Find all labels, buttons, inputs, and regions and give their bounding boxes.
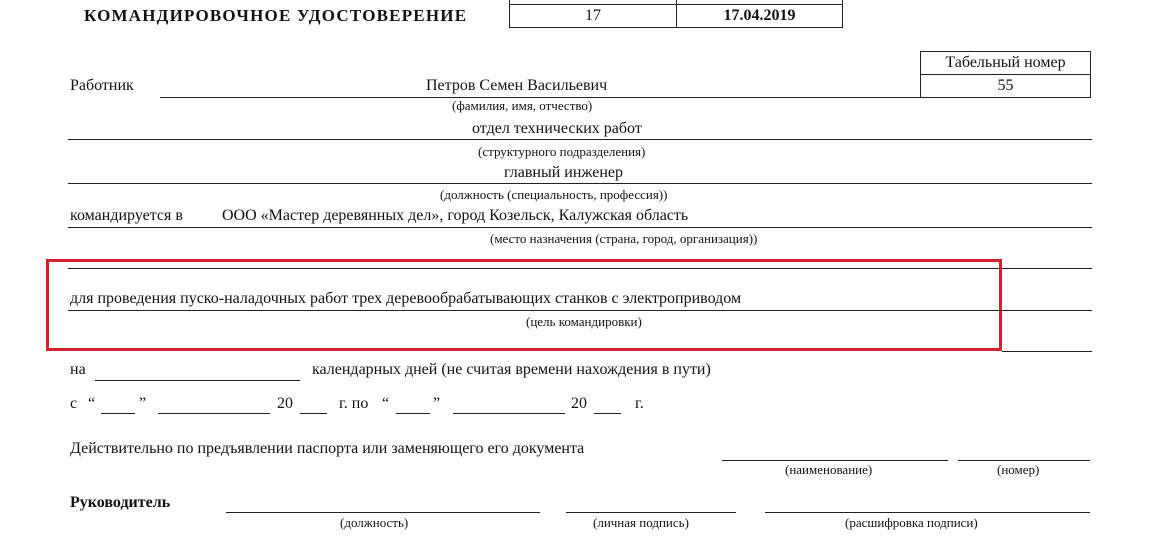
head-decoding-field[interactable] [765,512,1090,513]
head-position-caption: (должность) [340,515,409,530]
tab-number-label: Табельный номер [945,54,1066,71]
purpose-caption: (цель командировки) [526,314,642,329]
period-close-quote-1: ” [139,395,147,412]
period-year-prefix-1: 20 [277,395,293,412]
doc-date: 17.04.2019 [723,7,796,24]
department-value: отдел технических работ [472,120,642,137]
valid-text: Действительно по предъявлении паспорта или заменяющего его документа [70,440,585,457]
period-year-from-field[interactable] [300,413,327,414]
duration-days-field[interactable] [95,380,300,381]
destination-line [68,227,1092,228]
period-year-to-field[interactable] [594,413,621,414]
document-name-caption: (наименование) [785,462,873,477]
period-to: г. по [339,395,369,412]
document-title: КОМАНДИРОВОЧНОЕ УДОСТОВЕРЕНИЕ [84,6,468,25]
period-day-to-field[interactable] [396,413,430,414]
purpose-line [68,310,1092,311]
period-from: с [70,395,78,412]
period-end: г. [635,395,644,412]
position-value: главный инженер [504,164,623,181]
doc-date-cell [676,4,843,28]
position-caption: (должность (специальность, профессия)) [440,187,668,202]
doc-number: 17 [585,7,601,24]
tab-number-label-cell [920,51,1091,75]
duration-prefix: на [70,361,86,378]
destination-value: ООО «Мастер деревянных дел», город Козельск, Калужская область [222,207,689,224]
position-line [68,183,1092,184]
duration-suffix: календарных дней (не считая времени нахождения в пути) [312,361,711,378]
destination-label: командируется в [70,207,183,224]
employee-name: Петров Семен Васильевич [426,77,608,94]
tab-number-value-cell [920,74,1091,98]
department-caption: (структурного подразделения) [478,144,646,159]
period-open-quote-2: “ [382,395,390,412]
purpose-extra-line [1002,351,1092,352]
period-month-from-field[interactable] [158,413,270,414]
document-number-field[interactable] [958,460,1090,461]
head-signature-caption: (личная подпись) [593,515,689,530]
document-number-caption: (номер) [997,462,1040,477]
head-position-field[interactable] [226,512,540,513]
head-decoding-caption: (расшифровка подписи) [845,515,978,530]
period-month-to-field[interactable] [453,413,565,414]
doc-number-cell [509,4,677,28]
document-name-field[interactable] [722,460,948,461]
period-close-quote-2: ” [433,395,441,412]
purpose-value: для проведения пуско-наладочных работ трех деревообрабатывающих станков с электроприводом [70,290,742,307]
head-signature-field[interactable] [566,512,736,513]
employee-label: Работник [70,77,134,94]
destination-caption: (место назначения (страна, город, организация)) [490,231,758,246]
department-line [68,139,1092,140]
period-open-quote-1: “ [88,395,96,412]
head-label: Руководитель [70,494,171,511]
employee-name-caption: (фамилия, имя, отчество) [452,98,593,113]
period-day-from-field[interactable] [101,413,135,414]
period-year-prefix-2: 20 [571,395,587,412]
tab-number-value: 55 [997,77,1014,94]
